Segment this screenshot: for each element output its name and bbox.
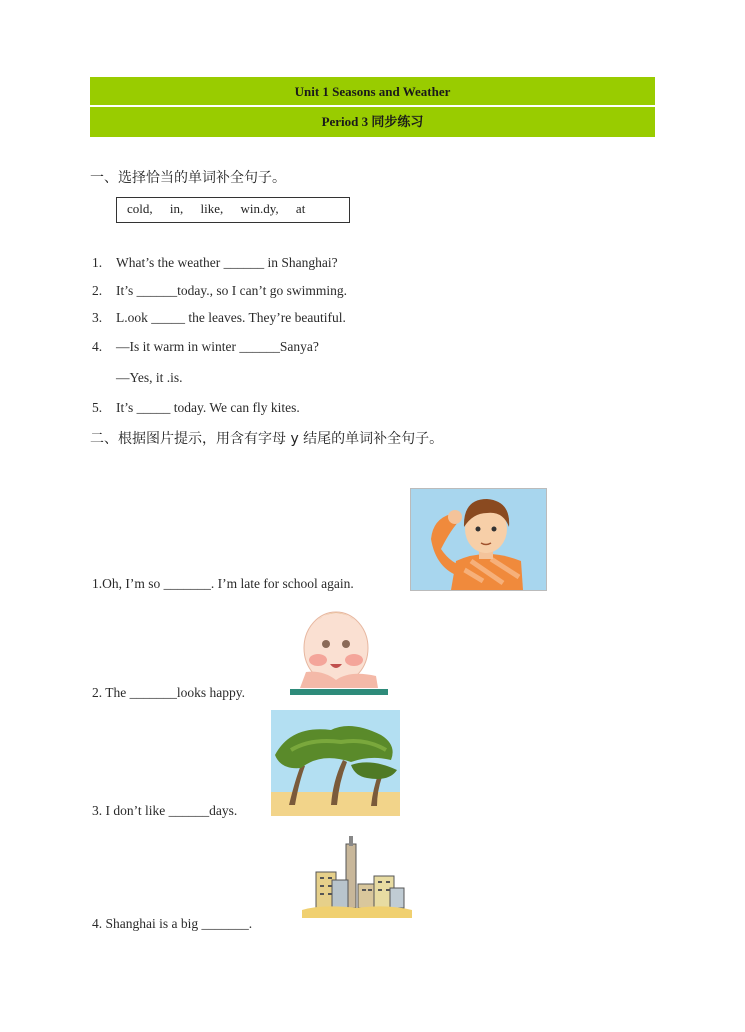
section2-heading: 二、根据图片提示，用含有字母 y 结尾的单词补全句子。 — [90, 431, 444, 447]
item-text: —Is it warm in winter ______Sanya? — [116, 339, 319, 354]
item-text: 1.Oh, I’m so _______. I’m late for school again. — [92, 576, 354, 591]
boy-scratching-head-icon — [410, 488, 547, 591]
item-number: 5. — [92, 400, 103, 415]
word-bank-item: win.dy, — [240, 201, 279, 216]
section1-heading: 一、选择恰当的单词补全句子。 — [90, 170, 286, 186]
picture-item — [92, 685, 245, 701]
picture-item — [92, 576, 354, 592]
item-text: 2. The _______looks happy. — [92, 685, 245, 700]
word-bank-item: like, — [200, 201, 224, 216]
exercise-item — [92, 283, 347, 299]
item-text: L.ook _____ the leaves. They’re beautiful. — [116, 310, 346, 325]
item-text: 3. I don’t like ______days. — [92, 803, 238, 818]
item-number: 2. — [92, 283, 103, 298]
word-bank-item: at — [295, 201, 306, 216]
exercise-item — [92, 370, 183, 386]
item-text: It’s _____ today. We can fly kites. — [116, 400, 300, 415]
picture-item — [92, 803, 237, 819]
exercise-item — [92, 255, 338, 271]
word-bank-box — [116, 197, 350, 223]
word-bank-item: cold, — [127, 201, 153, 216]
windy-trees-icon — [271, 710, 400, 816]
picture-item — [92, 916, 252, 932]
item-text: What’s the weather ______ in Shanghai? — [116, 255, 338, 270]
item-text: It’s ______today., so I can’t go swimming. — [116, 283, 347, 298]
word-bank-item: in, — [169, 201, 184, 216]
exercise-item — [92, 310, 346, 326]
item-number: 3. — [92, 310, 103, 325]
page-subtitle: Period 3 同步练习 — [321, 114, 424, 129]
item-number: 1. — [92, 255, 103, 270]
item-text: —Yes, it .is. — [116, 370, 183, 385]
item-number: 4. — [92, 339, 103, 354]
item-text: 4. Shanghai is a big _______. — [92, 916, 253, 931]
exercise-item — [92, 339, 319, 355]
subtitle-bar — [90, 107, 655, 137]
page-title: Unit 1 Seasons and Weather — [294, 84, 451, 99]
city-buildings-icon — [302, 836, 412, 918]
title-bar — [90, 77, 655, 105]
baby-icon — [288, 600, 388, 698]
exercise-item — [92, 400, 300, 416]
